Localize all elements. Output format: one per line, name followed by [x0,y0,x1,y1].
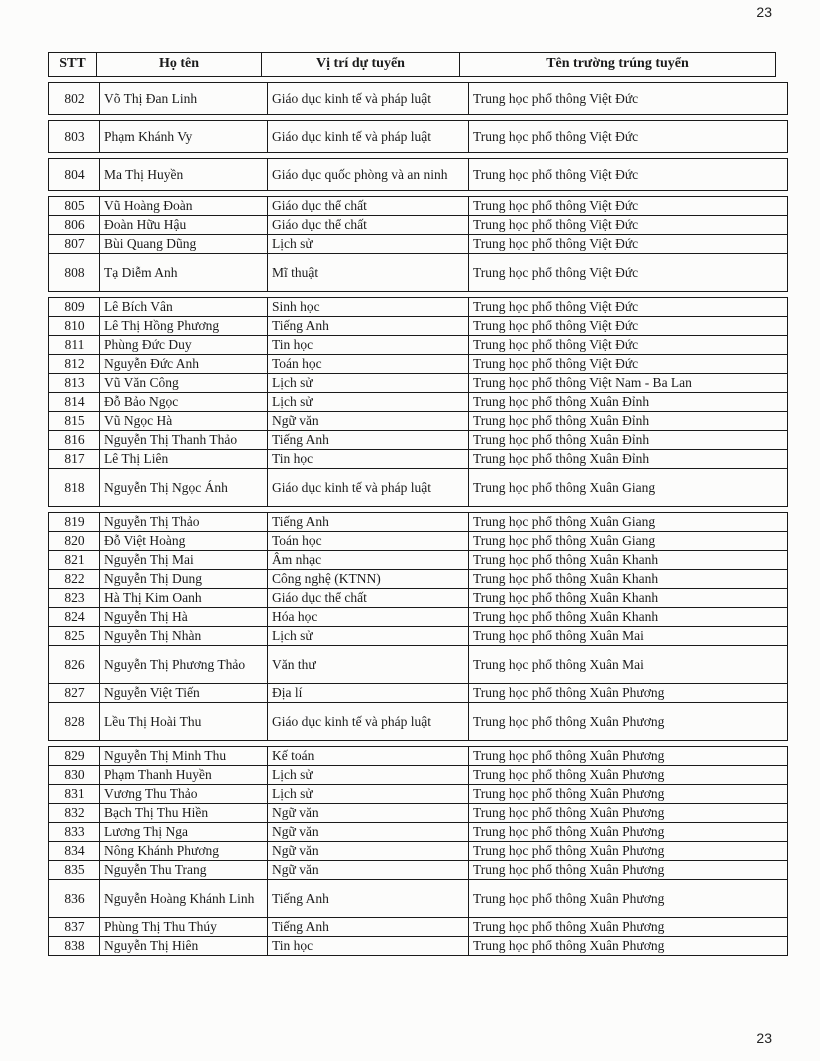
table-segment [48,297,788,507]
column-header: Tên trường trúng tuyển [460,53,776,77]
row-position: Giáo dục kinh tế và pháp luật [268,121,469,153]
row-stt: 805 [49,197,100,216]
table-header-row [49,53,776,77]
table-segment [48,196,788,292]
row-name: Nông Khánh Phương [100,842,268,861]
row-position: Kế toán [268,747,469,766]
table-row [49,703,788,741]
row-school: Trung học phổ thông Việt Đức [469,83,788,115]
row-school: Trung học phổ thông Xuân Phương [469,861,788,880]
row-position: Ngữ văn [268,804,469,823]
row-school: Trung học phổ thông Việt Đức [469,121,788,153]
row-position: Tiếng Anh [268,431,469,450]
row-position: Giáo dục thể chất [268,216,469,235]
row-position: Toán học [268,355,469,374]
row-stt: 837 [49,918,100,937]
row-school: Trung học phổ thông Xuân Giang [469,532,788,551]
row-name: Nguyễn Thị Minh Thu [100,747,268,766]
row-name: Hà Thị Kim Oanh [100,589,268,608]
row-name: Nguyễn Thị Mai [100,551,268,570]
row-school: Trung học phổ thông Việt Đức [469,298,788,317]
row-stt: 811 [49,336,100,355]
row-stt: 814 [49,393,100,412]
table-row [49,298,788,317]
row-name: Phạm Khánh Vy [100,121,268,153]
row-stt: 835 [49,861,100,880]
row-school: Trung học phổ thông Xuân Phương [469,880,788,918]
row-name: Đỗ Việt Hoàng [100,532,268,551]
row-school: Trung học phổ thông Xuân Phương [469,747,788,766]
table-row [49,766,788,785]
row-school: Trung học phổ thông Xuân Phương [469,823,788,842]
row-name: Nguyễn Thị Nhàn [100,627,268,646]
table-row [49,918,788,937]
row-position: Tin học [268,937,469,956]
row-position: Giáo dục quốc phòng và an ninh [268,159,469,191]
row-stt: 824 [49,608,100,627]
row-school: Trung học phổ thông Xuân Khanh [469,551,788,570]
table-row [49,469,788,507]
row-stt: 828 [49,703,100,741]
table-row [49,804,788,823]
column-header: STT [49,53,97,77]
row-school: Trung học phổ thông Xuân Phương [469,684,788,703]
row-stt: 810 [49,317,100,336]
row-school: Trung học phổ thông Xuân Giang [469,469,788,507]
table-row [49,159,788,191]
table-segment [48,158,788,191]
row-school: Trung học phổ thông Xuân Phương [469,842,788,861]
row-position: Địa lí [268,684,469,703]
row-school: Trung học phổ thông Xuân Phương [469,937,788,956]
row-stt: 809 [49,298,100,317]
row-name: Nguyễn Đức Anh [100,355,268,374]
row-school: Trung học phổ thông Xuân Đỉnh [469,431,788,450]
row-stt: 823 [49,589,100,608]
table-row [49,842,788,861]
row-name: Phùng Thị Thu Thúy [100,918,268,937]
row-school: Trung học phổ thông Xuân Khanh [469,570,788,589]
row-school: Trung học phổ thông Xuân Phương [469,785,788,804]
row-stt: 802 [49,83,100,115]
row-school: Trung học phổ thông Xuân Đỉnh [469,412,788,431]
row-position: Sinh học [268,298,469,317]
row-name: Nguyễn Thị Thảo [100,513,268,532]
row-school: Trung học phổ thông Việt Đức [469,355,788,374]
row-stt: 831 [49,785,100,804]
row-position: Lịch sử [268,393,469,412]
row-stt: 838 [49,937,100,956]
row-stt: 830 [49,766,100,785]
table-row [49,121,788,153]
row-name: Phùng Đức Duy [100,336,268,355]
column-header: Vị trí dự tuyển [262,53,460,77]
table-row [49,684,788,703]
column-header: Họ tên [97,53,262,77]
row-position: Mĩ thuật [268,254,469,292]
row-position: Giáo dục thể chất [268,197,469,216]
page-number-bottom: 23 [756,1030,772,1046]
row-stt: 803 [49,121,100,153]
row-stt: 812 [49,355,100,374]
row-name: Vũ Ngọc Hà [100,412,268,431]
row-position: Lịch sử [268,374,469,393]
row-stt: 829 [49,747,100,766]
row-position: Giáo dục kinh tế và pháp luật [268,469,469,507]
row-stt: 834 [49,842,100,861]
table-row [49,235,788,254]
row-name: Nguyễn Thu Trang [100,861,268,880]
row-name: Lê Bích Vân [100,298,268,317]
row-name: Nguyễn Thị Dung [100,570,268,589]
row-school: Trung học phổ thông Xuân Mai [469,627,788,646]
row-stt: 822 [49,570,100,589]
row-name: Đoàn Hữu Hậu [100,216,268,235]
row-position: Lịch sử [268,627,469,646]
row-stt: 815 [49,412,100,431]
row-name: Đỗ Bảo Ngọc [100,393,268,412]
row-name: Vũ Hoàng Đoàn [100,197,268,216]
table-segment [48,746,788,956]
row-position: Công nghệ (KTNN) [268,570,469,589]
row-name: Ma Thị Huyền [100,159,268,191]
row-stt: 833 [49,823,100,842]
row-school: Trung học phổ thông Việt Nam - Ba Lan [469,374,788,393]
table-row [49,431,788,450]
table-row [49,823,788,842]
row-school: Trung học phổ thông Xuân Phương [469,918,788,937]
row-stt: 819 [49,513,100,532]
row-name: Nguyễn Thị Hà [100,608,268,627]
row-school: Trung học phổ thông Xuân Đỉnh [469,393,788,412]
row-name: Nguyễn Thị Phương Thảo [100,646,268,684]
row-position: Văn thư [268,646,469,684]
table-row [49,861,788,880]
row-position: Tin học [268,450,469,469]
row-school: Trung học phổ thông Xuân Khanh [469,589,788,608]
row-stt: 820 [49,532,100,551]
row-position: Tiếng Anh [268,317,469,336]
table-row [49,570,788,589]
table-row [49,336,788,355]
row-name: Nguyễn Thị Hiên [100,937,268,956]
table-row [49,374,788,393]
table-row [49,646,788,684]
row-stt: 825 [49,627,100,646]
row-name: Võ Thị Đan Linh [100,83,268,115]
table-segment [48,52,776,77]
row-position: Ngữ văn [268,861,469,880]
table-row [49,83,788,115]
row-position: Tiếng Anh [268,880,469,918]
row-position: Ngữ văn [268,412,469,431]
row-stt: 821 [49,551,100,570]
row-name: Phạm Thanh Huyền [100,766,268,785]
row-stt: 804 [49,159,100,191]
row-school: Trung học phổ thông Xuân Đỉnh [469,450,788,469]
table-row [49,197,788,216]
row-position: Lịch sử [268,766,469,785]
table-row [49,627,788,646]
table-row [49,317,788,336]
row-position: Lịch sử [268,785,469,804]
row-stt: 836 [49,880,100,918]
page-number-top: 23 [756,4,772,20]
table-row [49,412,788,431]
row-name: Nguyễn Hoàng Khánh Linh [100,880,268,918]
table-segment [48,512,788,741]
row-name: Bạch Thị Thu Hiền [100,804,268,823]
row-stt: 832 [49,804,100,823]
row-name: Nguyễn Thị Thanh Thảo [100,431,268,450]
table-row [49,880,788,918]
row-school: Trung học phổ thông Việt Đức [469,235,788,254]
table-row [49,450,788,469]
table-row [49,532,788,551]
row-position: Giáo dục thể chất [268,589,469,608]
table-row [49,393,788,412]
row-position: Âm nhạc [268,551,469,570]
table-row [49,254,788,292]
results-table [48,52,775,961]
row-school: Trung học phổ thông Việt Đức [469,336,788,355]
row-position: Giáo dục kinh tế và pháp luật [268,703,469,741]
row-school: Trung học phổ thông Xuân Khanh [469,608,788,627]
row-position: Tin học [268,336,469,355]
row-school: Trung học phổ thông Xuân Mai [469,646,788,684]
row-name: Lê Thị Hồng Phương [100,317,268,336]
table-row [49,608,788,627]
row-stt: 818 [49,469,100,507]
row-school: Trung học phổ thông Việt Đức [469,317,788,336]
row-name: Lều Thị Hoài Thu [100,703,268,741]
row-stt: 827 [49,684,100,703]
row-position: Tiếng Anh [268,918,469,937]
row-name: Vũ Văn Công [100,374,268,393]
row-school: Trung học phổ thông Xuân Phương [469,703,788,741]
row-school: Trung học phổ thông Việt Đức [469,159,788,191]
row-position: Ngữ văn [268,842,469,861]
table-segment [48,82,788,115]
row-name: Bùi Quang Dũng [100,235,268,254]
table-row [49,513,788,532]
table-row [49,551,788,570]
row-name: Nguyễn Thị Ngọc Ánh [100,469,268,507]
row-stt: 806 [49,216,100,235]
row-school: Trung học phổ thông Việt Đức [469,216,788,235]
table-row [49,216,788,235]
row-school: Trung học phổ thông Xuân Phương [469,766,788,785]
row-stt: 816 [49,431,100,450]
row-stt: 813 [49,374,100,393]
row-name: Nguyễn Việt Tiến [100,684,268,703]
table-row [49,355,788,374]
row-position: Toán học [268,532,469,551]
row-position: Lịch sử [268,235,469,254]
row-stt: 807 [49,235,100,254]
row-school: Trung học phổ thông Việt Đức [469,197,788,216]
row-position: Hóa học [268,608,469,627]
row-school: Trung học phổ thông Xuân Phương [469,804,788,823]
table-row [49,747,788,766]
row-name: Vương Thu Thảo [100,785,268,804]
row-school: Trung học phổ thông Việt Đức [469,254,788,292]
row-position: Giáo dục kinh tế và pháp luật [268,83,469,115]
table-row [49,785,788,804]
row-stt: 817 [49,450,100,469]
row-name: Lê Thị Liên [100,450,268,469]
row-school: Trung học phổ thông Xuân Giang [469,513,788,532]
row-name: Tạ Diễm Anh [100,254,268,292]
row-stt: 826 [49,646,100,684]
table-segment [48,120,788,153]
row-position: Tiếng Anh [268,513,469,532]
table-row [49,937,788,956]
table-row [49,589,788,608]
row-position: Ngữ văn [268,823,469,842]
row-stt: 808 [49,254,100,292]
row-name: Lương Thị Nga [100,823,268,842]
